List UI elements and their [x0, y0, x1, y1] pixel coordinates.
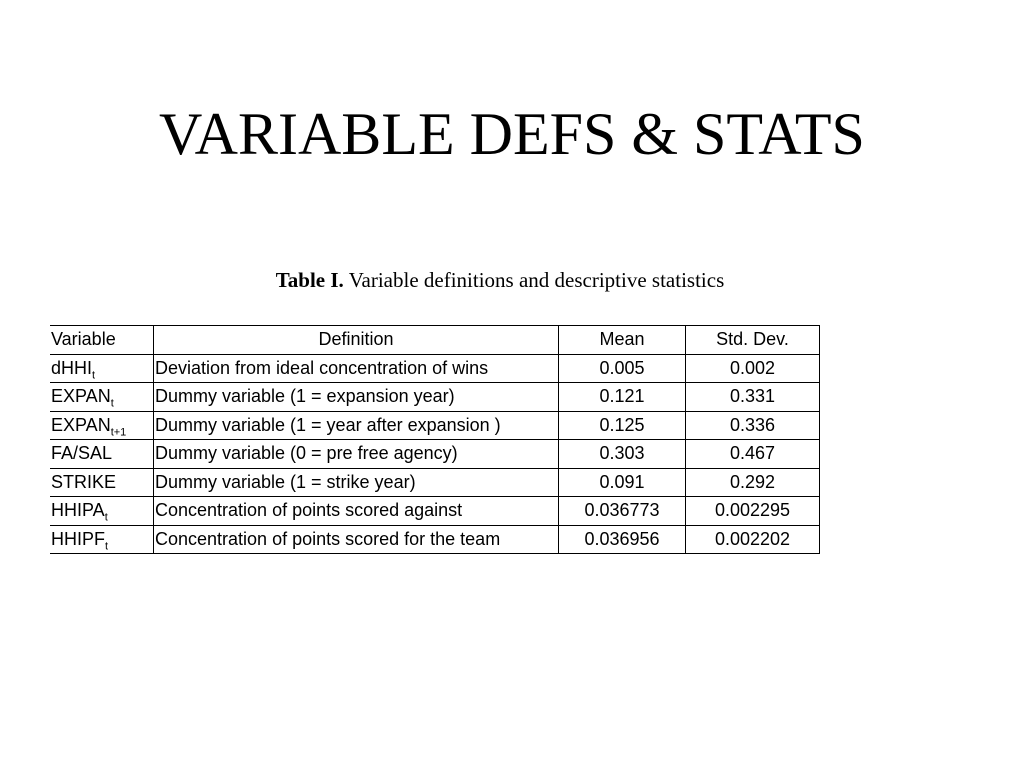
- variable-subscript: t+1: [110, 426, 127, 439]
- definition-cell: Dummy variable (1 = year after expansion ): [154, 411, 559, 440]
- variable-name: HHIPF: [51, 528, 105, 549]
- variable-subscript: t: [105, 540, 109, 553]
- variable-cell: [50, 440, 154, 469]
- table-row: [50, 383, 820, 412]
- std-dev-cell: 0.331: [686, 383, 820, 412]
- mean-cell: 0.091: [559, 468, 686, 497]
- header-mean: Mean: [559, 326, 686, 355]
- variable-cell: [50, 383, 154, 412]
- variable-subscript: t: [110, 397, 114, 410]
- std-dev-cell: 0.336: [686, 411, 820, 440]
- definition-cell: Concentration of points scored against: [154, 497, 559, 526]
- std-dev-cell: 0.467: [686, 440, 820, 469]
- variable-name: HHIPA: [51, 500, 105, 521]
- std-dev-cell: 0.002: [686, 354, 820, 383]
- header-variable: Variable: [50, 326, 154, 355]
- table-row: [50, 440, 820, 469]
- mean-cell: 0.121: [559, 383, 686, 412]
- variable-cell: [50, 497, 154, 526]
- variable-name: EXPAN: [51, 414, 111, 435]
- definition-cell: Dummy variable (1 = expansion year): [154, 383, 559, 412]
- definition-cell: Deviation from ideal concentration of wins: [154, 354, 559, 383]
- slide-title: VARIABLE DEFS & STATS: [159, 101, 865, 167]
- variable-subscript: t: [92, 369, 96, 382]
- variable-name: STRIKE: [51, 471, 117, 492]
- table-row: [50, 411, 820, 440]
- table-caption: [0, 266, 1000, 294]
- table-header-row: [50, 326, 820, 355]
- std-dev-cell: 0.292: [686, 468, 820, 497]
- std-dev-cell: 0.002202: [686, 525, 820, 554]
- mean-cell: 0.005: [559, 354, 686, 383]
- variable-cell: [50, 354, 154, 383]
- mean-cell: 0.036956: [559, 525, 686, 554]
- definition-cell: Dummy variable (1 = strike year): [154, 468, 559, 497]
- std-dev-cell: 0.002295: [686, 497, 820, 526]
- mean-cell: 0.036773: [559, 497, 686, 526]
- table-caption-text: Variable definitions and descriptive statistics: [348, 268, 725, 292]
- variable-name: dHHI: [51, 357, 93, 378]
- table-row: [50, 497, 820, 526]
- mean-cell: 0.303: [559, 440, 686, 469]
- table-row: [50, 525, 820, 554]
- mean-cell: 0.125: [559, 411, 686, 440]
- variable-name: EXPAN: [51, 386, 111, 407]
- stats-table: [50, 325, 820, 554]
- table-row: [50, 354, 820, 383]
- table-body: [50, 354, 820, 554]
- header-definition: Definition: [154, 326, 559, 355]
- variable-cell: [50, 525, 154, 554]
- header-std-dev: Std. Dev.: [686, 326, 820, 355]
- variable-subscript: t: [104, 511, 108, 524]
- variable-name: FA/SAL: [51, 443, 113, 464]
- table-row: [50, 468, 820, 497]
- definition-cell: Concentration of points scored for the team: [154, 525, 559, 554]
- variable-cell: [50, 411, 154, 440]
- table-caption-label: Table I.: [275, 268, 344, 292]
- variable-cell: [50, 468, 154, 497]
- definition-cell: Dummy variable (0 = pre free agency): [154, 440, 559, 469]
